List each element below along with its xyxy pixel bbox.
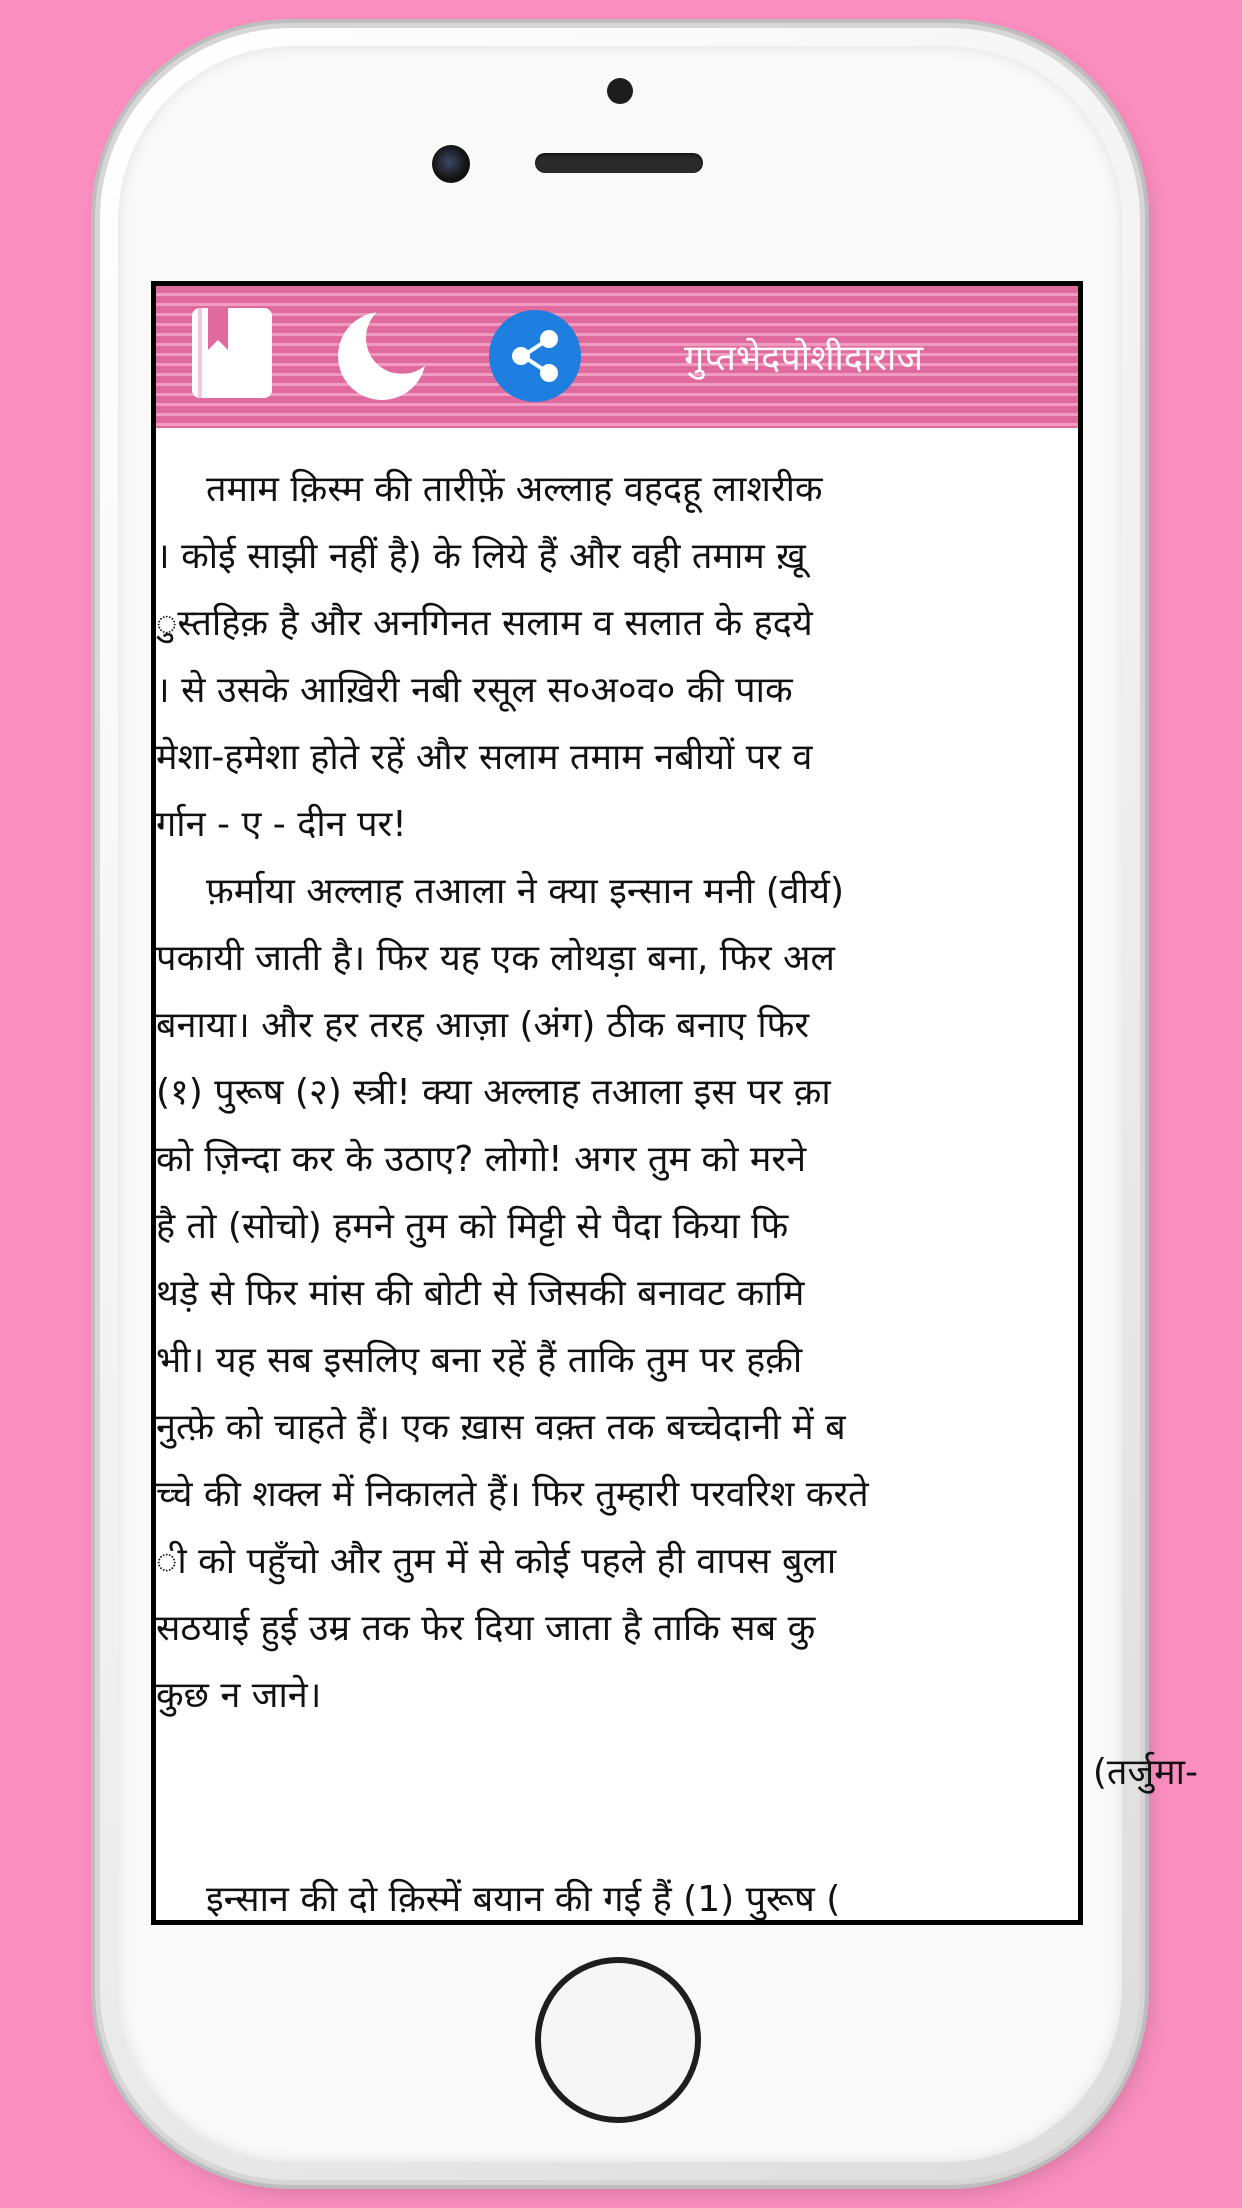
- text-line: र्गान - ए - दीन पर!: [156, 804, 407, 845]
- app-screen: [151, 281, 1198, 1925]
- page-content: [156, 428, 1198, 1920]
- bookmark-icon: [192, 308, 272, 398]
- earpiece-speaker: [535, 153, 703, 173]
- text-line: (१) पुरूष (२) स्त्री! क्या अल्लाह तआला इस पर क़ा: [156, 1072, 831, 1113]
- text-line: नुत्फ़े को चाहते हैं। एक ख़ास वक़्त तक बच्चेदानी में ब: [156, 1407, 846, 1448]
- share-icon: [489, 310, 581, 402]
- bookmark-button[interactable]: [192, 308, 272, 398]
- text-line: च्चे की शक्ल में निकालते हैं। फिर तुम्हारी परवरिश करते: [156, 1474, 869, 1515]
- night-mode-button[interactable]: [336, 306, 432, 402]
- paragraph-gap: [156, 1806, 1078, 1866]
- text-line: । कोई साझी नहीं है) के लिये हैं और वही तमाम ख़ू: [156, 536, 806, 577]
- text-line: सठयाई हुई उम्र तक फेर दिया जाता है ताकि सब कु: [156, 1608, 816, 1649]
- text-line: ुस्तहिक़ है और अनगिनत सलाम व सलात के हदये: [156, 603, 813, 644]
- page-text: [156, 456, 1198, 1933]
- moon-icon: [336, 306, 432, 402]
- front-camera: [432, 145, 470, 183]
- text-line: बनाया। और हर तरह आज़ा (अंग) ठीक बनाए फिर: [156, 1005, 810, 1046]
- text-line: है तो (सोचो) हमने तुम को मिट्टी से पैदा किया फि: [156, 1206, 789, 1247]
- text-line: मेशा-हमेशा होते रहें और सलाम तमाम नबीयों पर व: [156, 737, 813, 778]
- app-title: गुप्तभेदपोशीदाराज: [684, 338, 924, 379]
- proximity-sensor: [607, 78, 633, 104]
- citation: (तर्जुमा-: [1092, 1752, 1198, 1793]
- text-line: इन्सान की दो क़िस्में बयान की गई हैं (1) पुरूष (: [206, 1879, 841, 1920]
- text-line: । से उसके आख़िरी नबी रसूल स०अ०व० की पाक: [156, 670, 793, 711]
- text-line: तमाम क़िस्म की तारीफ़ें अल्लाह वहदहू लाशरीक: [206, 469, 823, 510]
- home-button[interactable]: [535, 1957, 701, 2123]
- text-line: फ़र्माया अल्लाह तआला ने क्या इन्सान मनी (वीर्य): [206, 871, 845, 912]
- text-line: को ज़िन्दा कर के उठाए? लोगो! अगर तुम को मरने: [156, 1139, 807, 1180]
- text-line: कुछ न जाने।: [156, 1675, 322, 1716]
- text-line: पकायी जाती है। फिर यह एक लोथड़ा बना, फिर अल: [156, 938, 835, 979]
- app-bar: [156, 286, 1078, 428]
- text-line: थड़े से फिर मांस की बोटी से जिसकी बनावट कामि: [156, 1273, 805, 1314]
- share-button[interactable]: [489, 310, 581, 402]
- text-line: भी। यह सब इसलिए बना रहें हैं ताकि तुम पर हक़ी: [156, 1340, 803, 1381]
- text-line: ी को पहुँचो और तुम में से कोई पहले ही वापस बुला: [156, 1541, 837, 1582]
